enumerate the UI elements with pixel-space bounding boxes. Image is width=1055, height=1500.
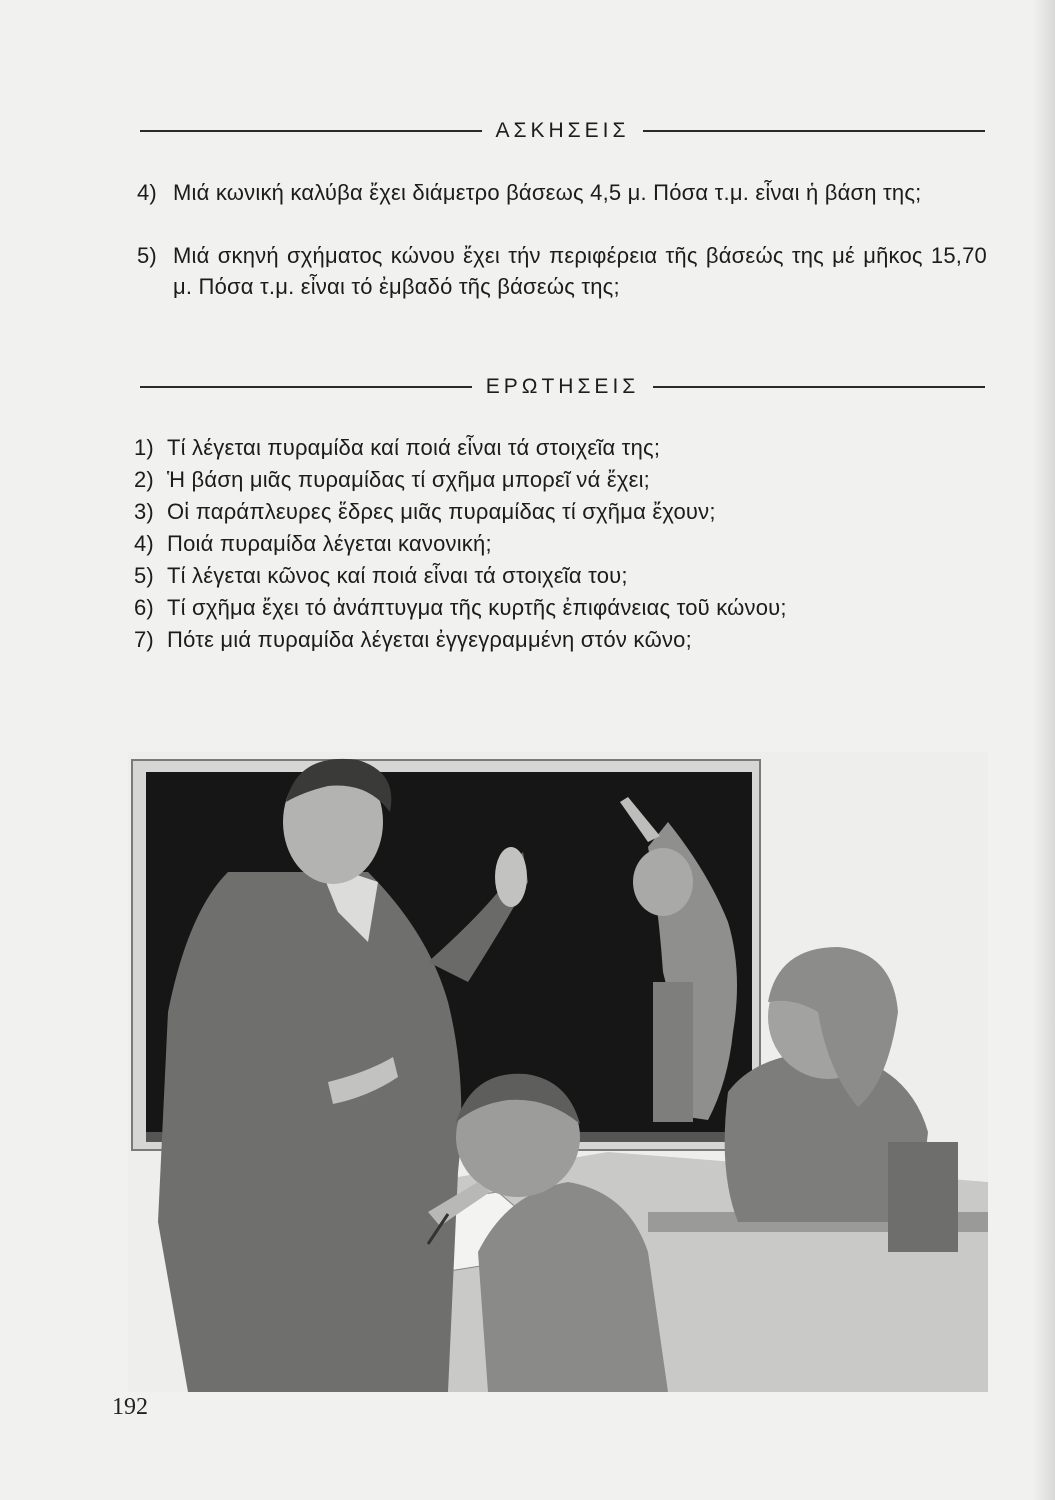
question-text: Οἱ παράπλευρες ἕδρες μιᾶς πυραμίδας τί σχῆμα ἔχουν; [167, 499, 716, 524]
exercise-item-4 [137, 177, 987, 208]
question-item-1 [134, 433, 994, 463]
exercises-heading [140, 116, 985, 146]
question-number: 2) [134, 467, 154, 492]
question-text: Ἡ βάση μιᾶς πυραμίδας τί σχῆμα μπορεῖ νά ἔχει; [167, 467, 650, 492]
question-item-4 [134, 529, 994, 559]
heading-rule-right [653, 386, 985, 388]
question-item-2 [134, 465, 994, 495]
question-text: Πότε μιά πυραμίδα λέγεται ἐγγεγραμμένη στόν κῶνο; [167, 627, 692, 652]
page-edge-shadow [1033, 0, 1055, 1500]
question-text: Τί λέγεται πυραμίδα καί ποιά εἶναι τά στοιχεῖα της; [167, 435, 661, 460]
question-number: 5) [134, 563, 154, 588]
heading-rule-left [140, 386, 472, 388]
question-item-6 [134, 593, 994, 623]
exercises-heading-title: ΑΣΚΗΣΕΙΣ [495, 119, 630, 142]
question-text: Τί λέγεται κῶνος καί ποιά εἶναι τά στοιχεῖα του; [167, 563, 628, 588]
question-number: 7) [134, 627, 154, 652]
question-number: 6) [134, 595, 154, 620]
heading-rule-right [643, 130, 985, 132]
question-number: 4) [134, 531, 154, 556]
questions-heading-title: ΕΡΩΤΗΣΕΙΣ [485, 375, 640, 398]
question-number: 3) [134, 499, 154, 524]
question-item-5 [134, 561, 994, 591]
heading-rule-left [140, 130, 482, 132]
exercise-text: Μιά κωνική καλύβα ἔχει διάμετρο βάσεως 4,5 μ. Πόσα τ.μ. εἶναι ἡ βάση της; [173, 180, 922, 205]
question-text: Τί σχῆμα ἔχει τό ἀνάπτυγμα τῆς κυρτῆς ἐπιφάνειας τοῦ κώνου; [167, 595, 787, 620]
question-item-7 [134, 625, 994, 655]
question-item-3 [134, 497, 994, 527]
question-text: Ποιά πυραμίδα λέγεται κανονική; [167, 531, 492, 556]
exercise-text: Μιά σκηνή σχήματος κώνου ἔχει τήν περιφέρεια τῆς βάσεώς της μέ μῆκος 15,70 μ. Πόσα τ.μ. εἶναι τό ἐμβαδό τῆς βάσεώς της; [173, 243, 987, 299]
exercise-item-5 [137, 240, 987, 302]
exercise-number: 4) [137, 180, 157, 205]
question-number: 1) [134, 435, 154, 460]
page-number: 192 [112, 1394, 148, 1420]
questions-heading [140, 372, 985, 402]
exercise-number: 5) [137, 243, 157, 268]
classroom-illustration [128, 752, 988, 1392]
